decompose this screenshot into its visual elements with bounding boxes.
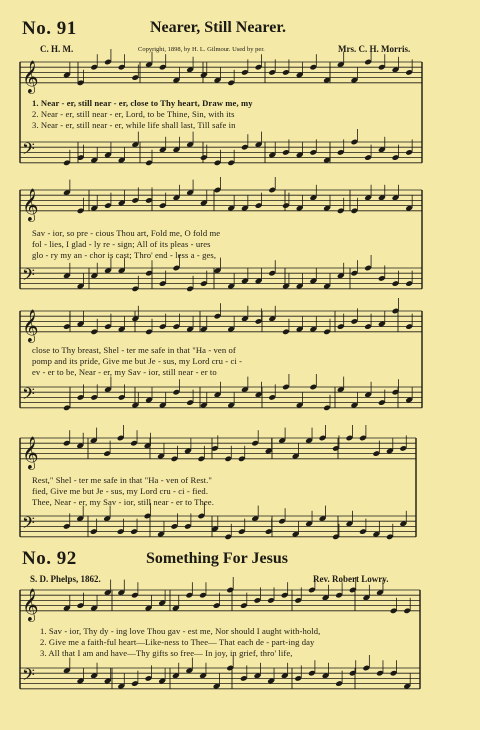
lyric-line: Rest," Shel - ter me safe in that "Ha - ven of Rest." — [32, 475, 213, 485]
bass-clef-icon: 𝄢 — [22, 512, 35, 537]
composer-credit-92: Rev. Robert Lowry. — [313, 574, 389, 584]
lyric-line: 1. Sav - ior, Thy dy - ing love Thou gav - est me, Nor should I aught with-hold, — [40, 626, 321, 636]
author-credit-91: Mrs. C. H. Morris. — [338, 44, 411, 54]
lyric-line: 3. All that I am and have—Thy gifts so free— In joy, in grief, thro' life, — [40, 648, 293, 658]
hymn-title-91: Nearer, Still Nearer. — [150, 19, 286, 36]
lyric-line: glo - ry my an - chor is cast; Thro' end - less a - ges, — [32, 250, 217, 260]
lyric-line: 1. Near - er, still near - er, close to Thy heart, Draw me, my — [32, 98, 253, 108]
lyric-line: fied, Give me but Je - sus, my Lord cru - ci - fied. — [32, 486, 209, 496]
lyric-line: 3. Near - er, still near - er, while life shall last, Till safe in — [32, 120, 236, 130]
treble-clef-icon: 𝄞 — [22, 435, 39, 469]
bass-clef-icon: 𝄢 — [22, 383, 35, 408]
lyric-line: pomp and its pride, Give me but Je - sus, my Lord cru - ci - — [32, 356, 243, 366]
lyric-line: ev - er to be, Near - er, my Sav - ior, still near - er to — [32, 367, 217, 377]
lyric-line: 2. Near - er, still near - er, Lord, to be Thine, Sin, with its — [32, 109, 235, 119]
copyright-notice-91: Copyright, 1898, by H. L. Gilmour. Used by per. — [138, 46, 265, 53]
lyric-line: 2. Give me a faith-ful heart—Like-ness to Thee— That each de - part-ing day — [40, 637, 315, 647]
treble-clef-icon: 𝄞 — [22, 308, 39, 342]
bass-clef-icon: 𝄢 — [22, 138, 35, 163]
lyric-line: Sav - ior, so pre - cious Thou art, Fold me, O fold me — [32, 228, 221, 238]
bass-clef-icon: 𝄢 — [22, 264, 35, 289]
hymn-number-91: No. 91 — [22, 18, 77, 39]
lyric-line: close to Thy breast, Shel - ter me safe in that "Ha - ven of — [32, 345, 236, 355]
author-credit-92: S. D. Phelps, 1862. — [30, 574, 101, 584]
composer-credit-91: C. H. M. — [40, 44, 74, 54]
bass-clef-icon: 𝄢 — [22, 664, 35, 689]
treble-clef-icon: 𝄞 — [22, 187, 39, 221]
lyric-line: fol - lies, I glad - ly re - sign; All of its pleas - ures — [32, 239, 211, 249]
treble-clef-icon: 𝄞 — [22, 587, 39, 621]
lyric-line: Thee, Near - er, my Sav - ior, still near - er to Thee. — [32, 497, 214, 507]
treble-clef-icon: 𝄞 — [22, 59, 39, 93]
hymn-title-92: Something For Jesus — [146, 550, 288, 567]
hymn-number-92: No. 92 — [22, 548, 77, 569]
